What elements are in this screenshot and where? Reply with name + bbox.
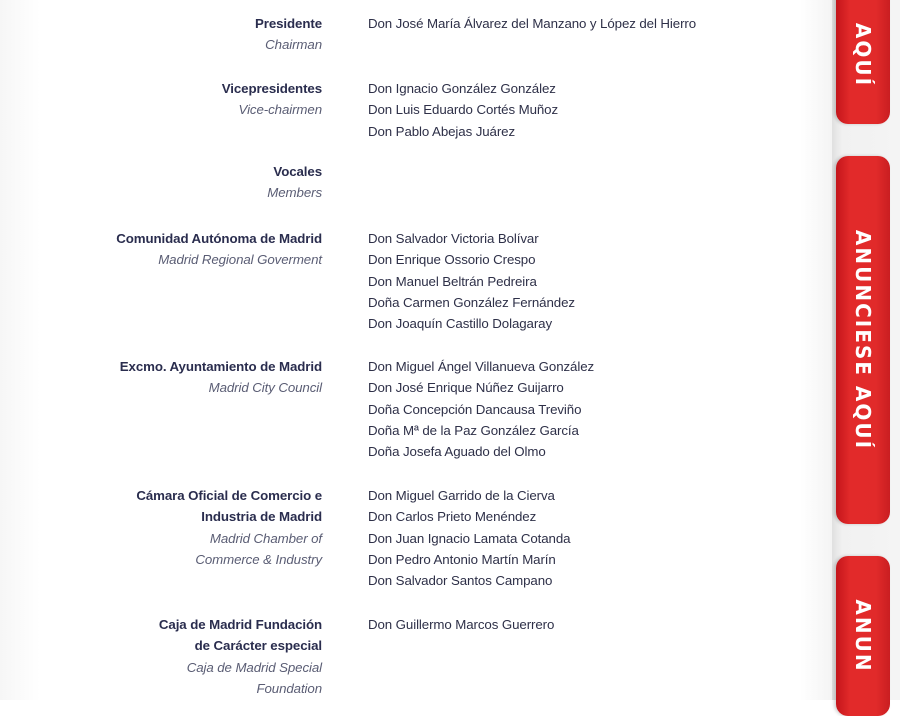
section-label-english: Chairman [265,37,322,53]
section-label-spanish: Comunidad Autónoma de Madrid [116,231,322,246]
member-name: Doña Carmen González Fernández [368,294,575,310]
member-name: Don Ignacio González González [368,81,556,96]
section-label-english: Vice-chairmen [238,102,322,118]
member-name: Don Manuel Beltrán Pedreira [368,273,537,289]
member-name: Don Enrique Ossorio Crespo [368,252,536,268]
section-label-english: Foundation [256,680,322,696]
member-list [368,485,828,591]
section-label-spanish: Vicepresidentes [221,81,322,96]
member-name: Don Juan Ignacio Lamata Cotanda [368,530,571,546]
member-list [368,228,828,334]
section-label [0,161,322,204]
section-label-spanish: Presidente [255,16,322,31]
member-name: Doña Mª de la Paz González García [368,422,579,438]
member-name: Don José María Álvarez del Manzano y López del Hierro [368,16,697,31]
member-name: Don Pedro Antonio Martín Marín [368,551,556,567]
advertise-tab-label: ANUNCIESE AQUÍ [851,229,875,451]
advertise-tab-label: AQUÍ [851,22,875,88]
advertise-tab[interactable] [836,0,890,124]
section-label-english: Caja de Madrid Special [186,659,322,675]
section-label-spanish: Caja de Madrid Fundación [158,617,322,632]
section-label-english: Madrid City Council [208,380,322,396]
section-label [0,78,322,121]
member-name: Don Miguel Garrido de la Cierva [368,488,555,503]
section-label [0,356,322,399]
section-label-english: Members [267,185,322,201]
member-list [368,78,828,142]
member-list [368,614,828,635]
member-list [368,356,828,462]
member-name: Don Miguel Ángel Villanueva González [368,359,595,374]
member-name: Don Salvador Santos Campano [368,573,553,589]
section-label [0,13,322,56]
section-label-english: Madrid Chamber of [209,530,322,546]
section-label-spanish: de Carácter especial [194,638,322,654]
member-name: Doña Josefa Aguado del Olmo [368,444,546,460]
section-label [0,485,322,570]
section-label-english: Madrid Regional Goverment [158,252,322,268]
member-name: Don Luis Eduardo Cortés Muñoz [368,102,559,118]
member-name: Don Carlos Prieto Menéndez [368,509,537,525]
member-name: Don José Enrique Núñez Guijarro [368,380,564,396]
section-label [0,228,322,271]
member-list [368,13,828,34]
advertise-tab[interactable] [836,156,890,524]
advertise-tab[interactable] [836,556,890,716]
section-label-spanish: Cámara Oficial de Comercio e [136,488,322,503]
section-label [0,614,322,699]
advertise-tab-label: ANUN [851,599,875,673]
member-name: Don Guillermo Marcos Guerrero [368,617,555,632]
section-label-spanish: Industria de Madrid [201,509,322,525]
section-label-spanish: Vocales [273,164,322,179]
member-name: Don Salvador Victoria Bolívar [368,231,539,246]
member-name: Doña Concepción Dancausa Treviño [368,401,582,417]
member-name: Don Joaquín Castillo Dolagaray [368,316,553,332]
section-label-spanish: Excmo. Ayuntamiento de Madrid [119,359,322,374]
member-name: Don Pablo Abejas Juárez [368,123,516,139]
section-label-english: Commerce & Industry [195,551,322,567]
